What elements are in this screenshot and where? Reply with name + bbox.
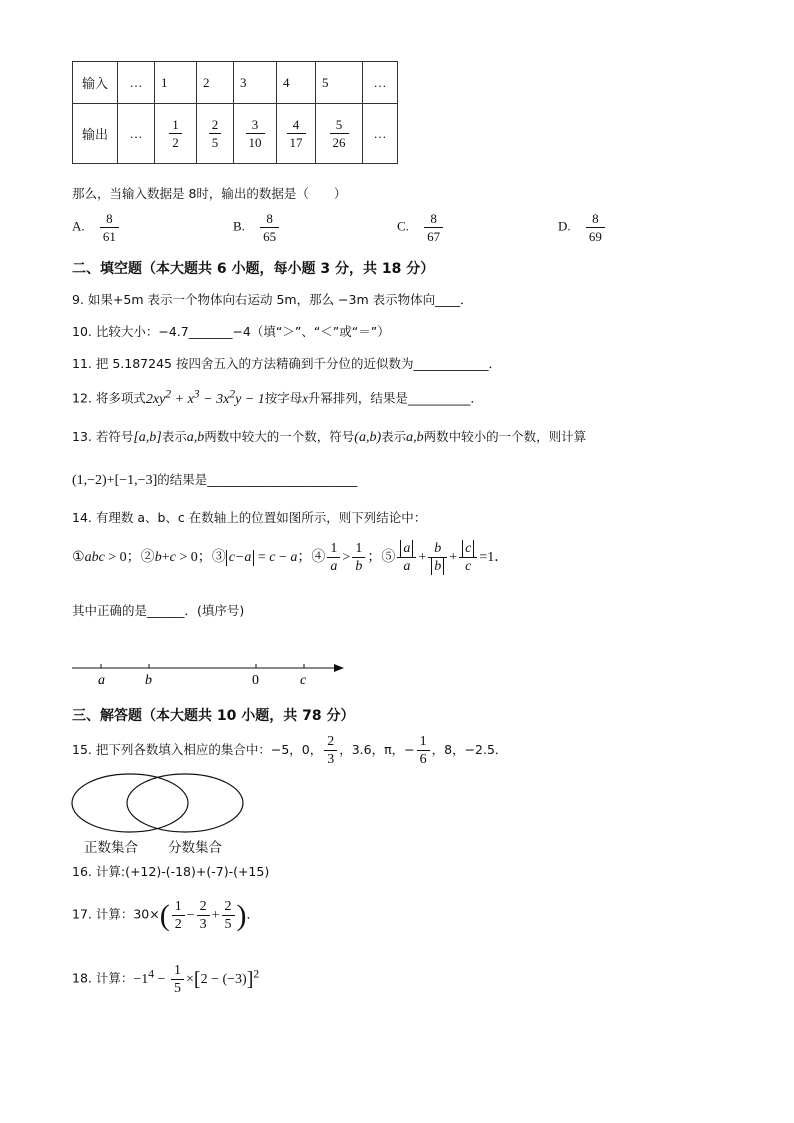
question-18: 18. 计算：$-1^4$ − $\frac{1}{5}$ $\times[2 - (-3)]^2$ — [72, 963, 260, 996]
set-label-fraction: 分数集合 — [168, 840, 222, 856]
table-input-cell: 3 — [234, 62, 277, 104]
positive-set-ellipse — [72, 774, 188, 832]
option-a: A. $\frac{8}{61}$ — [72, 210, 121, 245]
arrow-icon — [334, 664, 344, 672]
table-input-cell: 4 — [277, 62, 316, 104]
table-input-cell: 1 — [155, 62, 197, 104]
q13-expression: (1,−2)+[−1,−3] — [72, 473, 158, 488]
question-13: 13. 若符号[a,b]表示a,b两数中较大的一个数，符号(a,b)表示a,b两数中较小的一个数，则计算 — [72, 429, 587, 445]
option-label: D. — [558, 218, 571, 234]
option-b: B. $\frac{8}{65}$ — [233, 210, 281, 245]
number-line — [68, 656, 358, 690]
fraction-set-ellipse — [127, 774, 243, 832]
q14-statements: ①abc > 0；②b+c > 0；③ c−a = c − a；④ $\frac{1}{a}$ > $\frac{1}{b}$ ；⑤ $\frac{a}{a}$ + $\frac{b}{b}$ + $\frac{c}{c}$ =1． — [72, 541, 509, 574]
option-d: D. $\frac{8}{69}$ — [558, 210, 607, 245]
question-10: 10. 比较大小：−4.7_______−4（填“＞”、“＜”或“＝”） — [72, 324, 390, 339]
option-label: B. — [233, 218, 245, 234]
set-label-positive: 正数集合 — [84, 840, 138, 856]
option-label: C. — [397, 218, 409, 234]
output-fraction: $\frac{1}{2}$ — [169, 116, 182, 151]
question-14: 14. 有理数 a、b、c 在数轴上的位置如图所示，则下列结论中： — [72, 510, 427, 525]
axis-label-c: c — [300, 673, 307, 688]
question-13-line2: (1,−2)+[−1,−3]的结果是________________________ — [72, 472, 358, 488]
axis-label-a: a — [98, 673, 105, 688]
table-ellipsis: … — [118, 62, 155, 104]
q14-conclusion: 其中正确的是______．(填序号) — [72, 603, 245, 618]
input-output-table — [72, 61, 398, 164]
section-heading-solutions: 三、解答题（本大题共 10 小题，共 78 分） — [72, 708, 355, 724]
axis-label-0: 0 — [252, 673, 259, 688]
output-fraction: $\frac{4}{17}$ — [287, 116, 306, 151]
question-9: 9. 如果+5m 表示一个物体向右运动 5m，那么 −3m 表示物体向____． — [72, 292, 473, 307]
option-label: A. — [72, 218, 85, 234]
table-input-cell: 2 — [197, 62, 234, 104]
q8-text: 那么，当输入数据是 8时，输出的数据是（ ） — [72, 186, 347, 201]
section-heading-fill-in: 二、填空题（本大题共 6 小题，每小题 3 分，共 18 分） — [72, 261, 435, 277]
table-ellipsis: … — [363, 104, 398, 164]
table-input-cell: 5 — [316, 62, 363, 104]
polynomial-expression: $2xy^2 + x^3 - 3x^2y - 1$ — [145, 387, 265, 407]
output-fraction: $\frac{3}{10}$ — [246, 116, 265, 151]
question-11: 11. 把 5.187245 按四舍五入的方法精确到千分位的近似数为____________． — [72, 356, 501, 371]
table-row2-label: 输出 — [73, 104, 118, 164]
question-16: 16. 计算:(+12)-(-18)+(-7)-(+15) — [72, 864, 270, 879]
question-15: 15. 把下列各数填入相应的集合中：−5，0， $\frac{2}{3}$ ，3.6，π，− $\frac{1}{6}$ ，8，−2.5． — [72, 734, 508, 767]
set-venn-diagram — [70, 772, 246, 834]
table-ellipsis: … — [118, 104, 155, 164]
question-17: 17. 计算：30×( $\frac{1}{2}$ − $\frac{2}{3}$ + $\frac{2}{5}$ )． — [72, 898, 260, 932]
axis-label-b: b — [145, 673, 152, 688]
table-row1-label: 输入 — [73, 62, 118, 104]
output-fraction: $\frac{5}{26}$ — [330, 116, 349, 151]
option-c: C. $\frac{8}{67}$ — [397, 210, 445, 245]
question-12: 12. 将多项式$2xy^2 + x^3 - 3x^2y - 1$按字母x升幂排列，结果是__________． — [72, 387, 483, 407]
output-fraction: $\frac{2}{5}$ — [209, 116, 222, 151]
table-ellipsis: … — [363, 62, 398, 104]
